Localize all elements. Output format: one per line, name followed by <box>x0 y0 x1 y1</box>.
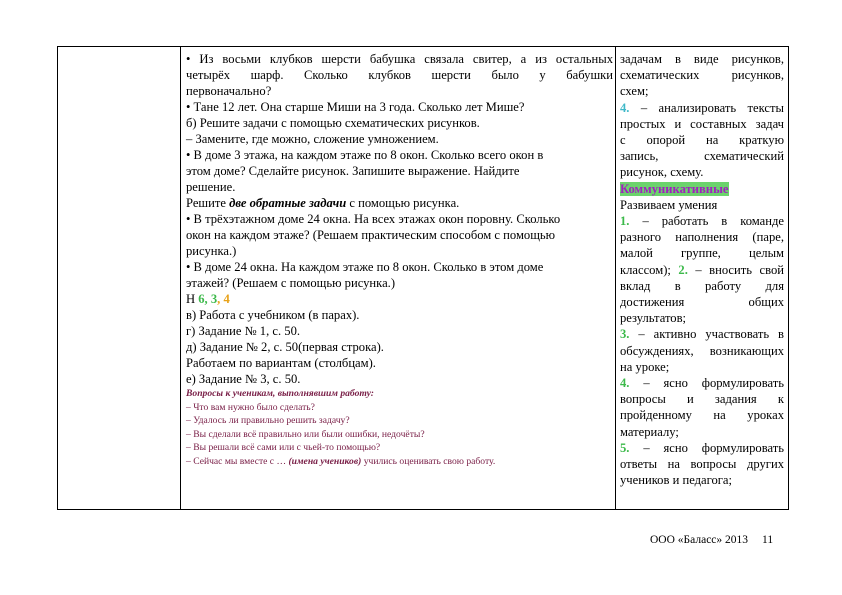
column-divider <box>615 47 616 509</box>
text-line: 4. – ясно формулировать <box>620 376 784 391</box>
questions-title: Вопросы к ученикам, выполнявшим работу: <box>186 388 374 399</box>
task-numbers-line: Н 6, 3, 4 <box>186 292 230 306</box>
text-line: разного наполнения (паре, <box>620 230 784 245</box>
page-footer <box>650 534 773 546</box>
question: – Сейчас мы вместе с … (имена учеников) учились оценивать свою работу. <box>186 455 496 467</box>
question: – Вы сделали всё правильно или были ошибки, недочёты? <box>186 428 425 440</box>
questions-block <box>186 387 613 469</box>
text-line: • Из восьми клубков шерсти бабушка связала свитер, а из остальных <box>186 52 613 66</box>
text-line: учеников и педагога; <box>620 473 733 488</box>
text-line: достижения общих <box>620 295 784 310</box>
text-line: окон на каждом этаже? (Решаем практическим способом с помощью <box>186 228 556 242</box>
text-line: – Замените, где можно, сложение умножением. <box>186 132 439 146</box>
text-line: с опорой на краткую <box>620 133 784 148</box>
text-line: г) Задание № 1, с. 50. <box>186 324 301 338</box>
text-line: вопросы и задания к <box>620 392 784 407</box>
text-line: 1. – работать в команде <box>620 214 784 229</box>
page-number: 11 <box>762 534 774 546</box>
text-line: Развиваем умения <box>620 197 718 212</box>
question: – Удалось ли правильно решить задачу? <box>186 415 350 427</box>
text-line: классом); 2. – вносить свой <box>620 262 784 277</box>
text-line: задачам в виде рисунков, <box>620 52 784 66</box>
text-line: 3. – активно участвовать в <box>620 327 784 342</box>
text-line: на уроке; <box>620 359 670 374</box>
text-line: Решите две обратные задачи с помощью рисунка. <box>186 196 460 210</box>
text-line: этом доме? Сделайте рисунок. Запишите выражение. Найдите <box>186 164 520 178</box>
text-line: схем; <box>620 84 649 99</box>
text-line: четырёх шарф. Сколько клубков шерсти было у бабушки <box>186 68 613 82</box>
text-line: • В трёхэтажном доме 24 окна. На всех этажах окон поровну. Сколько <box>186 212 561 226</box>
publisher-text: ООО «Баласс» 2013 <box>650 534 749 546</box>
column-divider <box>180 47 181 509</box>
text-line: обсуждениях, возникающих <box>620 343 784 358</box>
text-line: пройденному на уроках <box>620 408 784 423</box>
text-line: • В доме 24 окна. На каждом этаже по 8 окон. Сколько в этом доме <box>186 260 544 274</box>
text-line: Работаем по вариантам (столбцам). <box>186 356 376 370</box>
text-line: решение. <box>186 180 236 194</box>
text-line: рисунок, схему. <box>620 165 704 180</box>
tasks-column <box>186 51 613 469</box>
text-line: этажей? (Решаем с помощью рисунка.) <box>186 276 396 290</box>
text-line: малой группе, целым <box>620 246 784 261</box>
text-line: вклад в работу для <box>620 278 784 293</box>
section-heading: Коммуникативные <box>620 181 729 196</box>
text-line: результатов; <box>620 311 687 326</box>
text-line: е) Задание № 3, с. 50. <box>186 372 301 386</box>
lesson-table <box>57 46 789 510</box>
emphasis-text: две обратные задачи <box>229 196 347 210</box>
question: – Вы решали всё сами или с чьей-то помощью? <box>186 442 381 454</box>
text-line: материалу; <box>620 424 679 439</box>
question: – Что вам нужно было сделать? <box>186 401 315 413</box>
text-line: ответы на вопросы других <box>620 457 784 472</box>
text-line: в) Работа с учебником (в парах). <box>186 308 360 322</box>
text-line: 4. – анализировать тексты <box>620 100 784 115</box>
text-line: • Тане 12 лет. Она старше Миши на 3 года. Сколько лет Мише? <box>186 100 525 114</box>
text-line: схематических рисунков, <box>620 68 784 83</box>
text-line: простых и составных задач <box>620 116 784 131</box>
text-line: б) Решите задачи с помощью схематических рисунков. <box>186 116 480 130</box>
text-line: первоначально? <box>186 84 272 98</box>
text-line: запись, схематический <box>620 149 784 164</box>
skills-column <box>620 51 784 488</box>
text-line: 5. – ясно формулировать <box>620 440 784 455</box>
text-line: • В доме 3 этажа, на каждом этаже по 8 окон. Сколько всего окон в <box>186 148 544 162</box>
text-line: рисунка.) <box>186 244 237 258</box>
text-line: д) Задание № 2, с. 50(первая строка). <box>186 340 384 354</box>
